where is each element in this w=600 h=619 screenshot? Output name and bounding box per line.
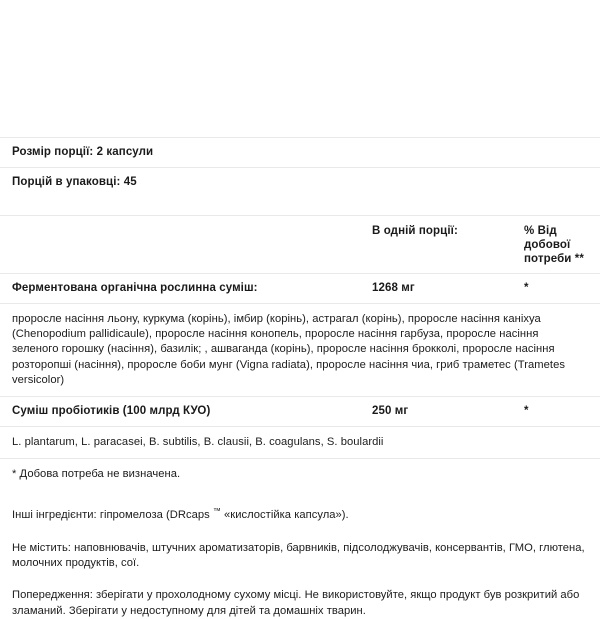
row-daily-value-cell xyxy=(524,281,600,296)
warning-text: Попередження: зберігати у прохолодному сухому місці. Не використовуйте, якщо продукт був розкритий або зламаний. Зберігати у недоступному для дітей та домашніх тварин. xyxy=(12,589,580,617)
spacer-free-from xyxy=(0,524,600,541)
other-ingredients-block xyxy=(0,508,600,523)
row-name-cell xyxy=(12,404,372,419)
row-name-cell xyxy=(12,281,372,296)
blend-daily-value-probiotic: * xyxy=(524,405,529,418)
row-daily-value-cell xyxy=(524,404,600,419)
blend-name-probiotic: Суміш пробіотиків (100 млрд КУО) xyxy=(12,405,211,418)
free-from-block xyxy=(0,541,600,572)
header-daily-value-line1: % Від добової xyxy=(524,225,571,251)
blend-amount-fermented: 1268 мг xyxy=(372,282,415,294)
servings-per-container-text: Порцій в упаковці: 45 xyxy=(12,176,137,188)
row-amount-cell xyxy=(372,281,524,296)
table-sublist-row xyxy=(0,426,600,458)
header-daily-value-line2: потреби ** xyxy=(524,253,584,265)
table-row xyxy=(0,396,600,426)
daily-value-footnote-row xyxy=(0,458,600,490)
row-amount-cell xyxy=(372,404,524,419)
header-cell-daily-value xyxy=(524,224,600,266)
serving-size-row xyxy=(0,137,600,167)
header-cell-amount xyxy=(372,224,524,238)
table-row xyxy=(0,273,600,303)
blend-amount-probiotic: 250 мг xyxy=(372,405,409,418)
warning-block xyxy=(0,588,600,619)
other-ingredients-text: Інші інгредієнти: гіпромелоза (DRcaps ™ «кислостійка капсула»). xyxy=(12,506,349,522)
spacer-other-ingredients xyxy=(0,490,600,508)
free-from-text: Не містить: наповнювачів, штучних ароматизаторів, барвників, підсолоджувачів, консервантів, ГМО, глютена, молочних продуктів, сої. xyxy=(12,541,585,570)
top-blank-area xyxy=(0,0,600,137)
spacer-warning xyxy=(0,571,600,588)
trademark-symbol: ™ xyxy=(212,506,221,516)
blend-sublist-fermented: пророслe насіння льону, куркума (корінь), імбир (корінь), астрагал (корінь), пророслe насіння каніхуа (Chenopodium pallidicaule), пророслe насіння конопель, пророслe насіння гарбуза, пророслe насіння зеленого горошку (насіння), базилік; , ашваганда (корінь), пророслe насіння брокколі, пророслe насіння розторопші (насіння), пророслe боби мунг (Vigna radiata), пророслe насіння чиа, гриб траметес (Trametes versicolor) xyxy=(12,313,565,386)
daily-value-footnote-text: * Добова потреба не визначена. xyxy=(12,468,181,481)
blend-daily-value-fermented: * xyxy=(524,282,529,294)
header-amount-label: В одній порції: xyxy=(372,225,458,237)
table-sublist-row xyxy=(0,303,600,396)
servings-per-container-row xyxy=(0,167,600,197)
serving-size-text: Розмір порції: 2 капсули xyxy=(12,146,154,158)
table-column-header-row xyxy=(0,215,600,273)
blend-sublist-probiotic: L. plantarum, L. paracasei, B. subtilis, B. clausii, B. coagulans, S. boulardii xyxy=(12,436,384,449)
blend-name-fermented: Ферментована органічна рослинна суміш: xyxy=(12,282,258,294)
